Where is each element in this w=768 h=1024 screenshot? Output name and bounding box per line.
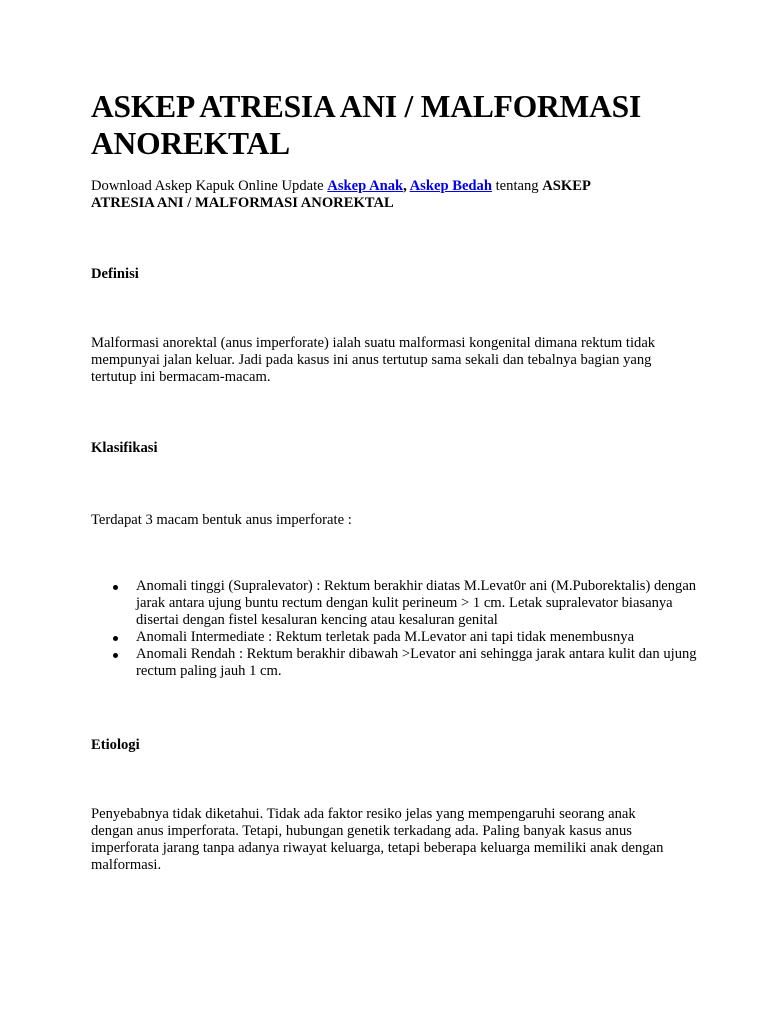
list-item-text: Anomali tinggi (Supralevator) : Rektum berakhir diatas M.Levat0r ani (M.Puborektalis) dengan jarak antara ujung buntu rectum dengan kulit perineum > 1 cm. Letak supralevator biasanya disertai dengan fistel kesaluran kencing atau kesaluran genital xyxy=(136,578,697,628)
list-item xyxy=(91,578,701,629)
list-item xyxy=(91,629,701,646)
klasifikasi-body: Terdapat 3 macam bentuk anus imperforate : xyxy=(91,512,352,528)
list-item-text: Anomali Intermediate : Rektum terletak pada M.Levator ani tapi tidak menembusnya xyxy=(136,629,635,645)
bullet-icon xyxy=(113,653,118,658)
heading-definisi: Definisi xyxy=(91,266,139,282)
heading-etiologi: Etiologi xyxy=(91,737,140,753)
klasifikasi-list xyxy=(91,578,701,680)
intro-separator: , xyxy=(403,178,410,194)
list-item xyxy=(91,646,701,680)
intro-middle: tentang xyxy=(491,178,543,194)
intro-bold-title: ASKEP ATRESIA ANI / MALFORMASI ANOREKTAL xyxy=(91,178,591,211)
link-askep-bedah[interactable]: Askep Bedah xyxy=(409,178,492,194)
etiologi-body: Penyebabnya tidak diketahui. Tidak ada faktor resiko jelas yang mempengaruhi seorang anak dengan anus imperforata. Tetapi, hubungan genetik terkadang ada. Paling banyak kasus anus imperforata jarang tanpa adanya riwayat keluarga, tetapi beberapa keluarga memiliki anak dengan malformasi. xyxy=(91,806,664,873)
bullet-icon xyxy=(113,585,118,590)
intro-paragraph xyxy=(91,178,651,212)
intro-prefix: Download Askep Kapuk Online Update xyxy=(91,178,328,194)
definisi-body: Malformasi anorektal (anus imperforate) ialah suatu malformasi kongenital dimana rektum tidak mempunyai jalan keluar. Jadi pada kasus ini anus tertutup sama sekali dan tebalnya bagian yang tertutup ini bermacam-macam. xyxy=(91,335,656,385)
heading-klasifikasi: Klasifikasi xyxy=(91,440,158,456)
list-item-text: Anomali Rendah : Rektum berakhir dibawah >Levator ani sehingga jarak antara kulit dan ujung rectum paling jauh 1 cm. xyxy=(136,646,697,679)
link-askep-anak[interactable]: Askep Anak xyxy=(327,178,404,194)
bullet-icon xyxy=(113,636,118,641)
page-title: ASKEP ATRESIA ANI / MALFORMASI ANOREKTAL xyxy=(91,89,642,161)
